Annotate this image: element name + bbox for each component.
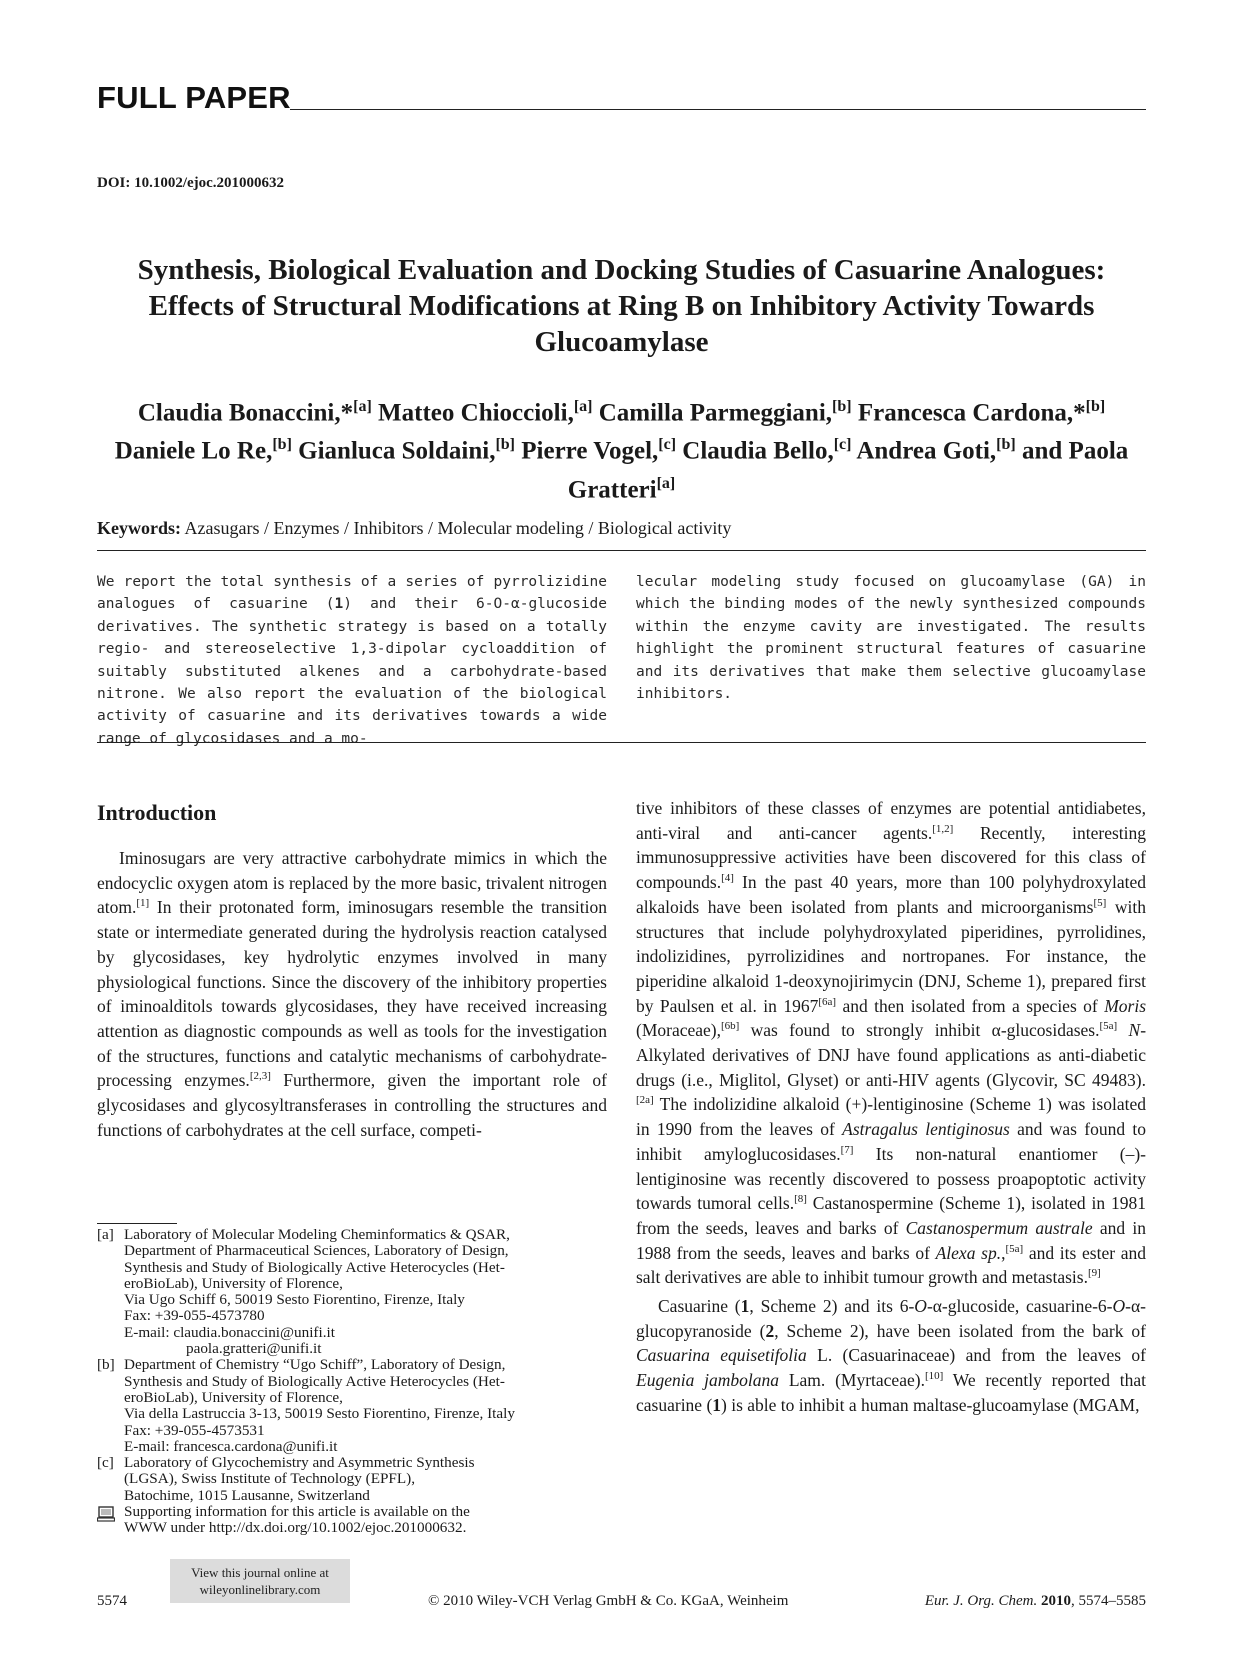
title-line: Effects of Structural Modifications at Ring B on Inhibitory Activity Towards [148,290,1095,322]
title-line: Glucoamylase [534,326,709,358]
italic-term: O [914,1296,927,1317]
author-name: Claudia Bello, [682,437,834,465]
citation-ref[interactable]: [5a] [1099,1020,1118,1033]
italic-term: O [1112,1296,1126,1317]
author-list: Claudia Bonaccini,*[a] Matteo Chioccioli,[a] Camilla Parmeggiani,[b] Francesca Cardona,*[b] Daniele Lo Re,[b] Gianluca Soldaini,[b] Pierre Vogel,[c] Claudia Bello,[c] Andrea Goti,[b] and Paola Gratteri[a] [114,398,1129,503]
citation-ref[interactable]: [7] [840,1144,854,1157]
journal-pages: , 5574–5585 [1071,1593,1146,1609]
affiliation-c [97,1455,607,1504]
citation-ref[interactable]: [1] [136,897,150,910]
keywords [97,518,731,539]
citation-ref[interactable]: [8] [794,1193,807,1206]
affiliation-ref[interactable]: [a] [573,398,593,415]
author-name: Matteo Chioccioli, [378,399,574,427]
introduction-heading: Introduction [97,800,217,825]
author-name: Gianluca Soldaini, [298,437,496,465]
author-name: Claudia Bonaccini,* [137,399,354,427]
journal-name: Eur. J. Org. Chem. [924,1593,1038,1609]
supporting-link[interactable]: WWW under http://dx.doi.org/10.1002/ejoc.201000632. [124,1519,467,1537]
doi-line[interactable]: DOI: 10.1002/ejoc.201000632 [97,175,285,191]
affiliation-ref[interactable]: [b] [272,436,292,454]
author-name: Francesca Cardona,* [857,399,1086,427]
citation-ref[interactable]: [2,3] [249,1070,271,1083]
compound-number: 1 [334,596,344,613]
footnote-line: eroBioLab), University of Florence, [124,1388,343,1406]
copyright-notice: © 2010 Wiley-VCH Verlag GmbH & Co. KGaA, Weinheim [428,1593,789,1609]
footnote-line: eroBioLab), University of Florence, [124,1274,343,1292]
title-line: Synthesis, Biological Evaluation and Docking Studies of Casuarine Analogues: [137,254,1106,286]
affiliation-ref[interactable]: [b] [996,436,1016,454]
affiliation-ref[interactable]: [a] [353,398,372,415]
intro-right-column [636,796,1146,1418]
intro-paragraph: Iminosugars are very attractive carbohydrate mimics in which the endocyclic oxygen atom is replaced by the more basic, trivalent nitrogen atom.[1] In their protonated form, iminosugars resemble the transition state or intermediate generated during the hydrolysis reaction catalysed by glycosidases, key hydrolytic enzymes involved in many physiological functions. Since the discovery of the inhibitory properties of iminoalditols towards glycosidases, they have received increasing attention as diagnostic compounds as well as tools for the investigation of the structures, functions and catalytic mechanisms of carbohydrate-processing enzymes.[2,3] Furthermore, given the important role of glycosidases and glycosyltransferases in controlling the structures and functions of carbohydrates at the cell surface, competi- [97,848,607,1140]
footnote-rule [97,1223,177,1224]
journal-year: 2010 [1041,1593,1071,1609]
keywords-label: Keywords: [97,518,181,538]
compound-number: 1 [712,1394,722,1415]
footnote-mark: [a] [97,1226,114,1243]
header-rule [290,109,1146,110]
footnote-line: Synthesis and Study of Biologically Active Heterocycles (Het- [124,1258,505,1276]
italic-term: Casuarina equisetifolia [636,1345,807,1366]
footnote-line: Laboratory of Glycochemistry and Asymmetric Synthesis [124,1454,475,1472]
footnote-mark: [b] [97,1356,115,1374]
online-journal-box[interactable] [170,1559,350,1603]
author-name: Daniele Lo Re, [114,437,273,465]
citation-ref[interactable]: [6b] [721,1020,740,1033]
section-label: FULL PAPER [97,80,291,115]
italic-term: N [1128,1020,1141,1041]
citation-ref[interactable]: [10] [924,1370,944,1383]
author-name: Andrea Goti, [856,437,997,465]
citation-ref[interactable]: [4] [721,872,734,885]
citation-ref[interactable]: [5] [1093,896,1107,909]
italic-term: Castanospermum australe [905,1217,1093,1238]
affiliation-ref[interactable]: [c] [658,436,677,454]
intro-paragraph: Casuarine (1, Scheme 2) and its 6-O-α-glucoside, casuarine-6-O-α-glucopyranoside (2, Scheme 2), have been isolated from the bark of Casuarina equisetifolia L. (Casuarinaceae) and from the leaves of Eugenia jambolana Lam. (Myrtaceae).[10] We recently reported that casuarine (1) is able to inhibit a human maltase-glucoamylase (MGAM, [636,1296,1147,1415]
email-line[interactable]: paola.gratteri@unifi.it [186,1340,322,1358]
affiliation-ref[interactable]: [b] [832,398,852,415]
citation-ref[interactable]: [2a] [636,1094,654,1107]
supporting-information-note [97,1504,607,1537]
abstract-right-column: lecular modeling study focused on glucoamylase (GA) in which the binding modes of the newly synthesized compounds within the enzyme cavity are investigated. The results highlight the prominent structural features of casuarine and its derivatives that make them selective glucoamylase inhibitors. [636,574,1146,703]
citation-ref[interactable]: [9] [1087,1267,1101,1280]
footnote-line: Fax: +39-055-4573531 [124,1421,265,1439]
affiliation-ref[interactable]: [b] [1085,398,1106,415]
intro-paragraph: tive inhibitors of these classes of enzymes are potential antidiabetes, anti-viral and anti-cancer agents.[1,2] Recently, interesting immunosuppressive activities have been discovered for this class of compounds.[4] In the past 40 years, more than 100 polyhydroxylated alkaloids have been isolated from plants and microorganisms[5] with structures that include polyhydroxylated piperidines, pyrrolidines, indolizidines, pyrrolizidines and nortropanes. For instance, the piperidine alkaloid 1-deoxynojirimycin (DNJ, Scheme 1), prepared first by Paulsen et al. in 1967[6a] and then isolated from a species of Moris (Moraceae),[6b] was found to strongly inhibit α-glucosidases.[5a] N-Alkylated derivatives of DNJ have found applications as anti-diabetic drugs (i.e., Miglitol, Glyset) or anti-HIV agents (Glycovir, SC 49483).[2a] The indolizidine alkaloid (+)-lentiginosine (Scheme 1) was isolated in 1990 from the leaves of Astragalus lentiginosus and was found to inhibit amyloglucosidases.[7] Its non-natural enantiomer (–)-lentiginosine was recently discovered to possess proapoptotic activity towards tumoral cells.[8] Castanospermine (Scheme 1), isolated in 1981 from the seeds, leaves and barks of Castanospermum australe and in 1988 from the seeds, leaves and barks of Alexa sp.,[5a] and its ester and salt derivatives are able to inhibit tumour growth and metastasis.[9] [636,798,1147,1288]
affiliation-ref[interactable]: [b] [495,436,516,454]
affiliation-b [97,1357,607,1455]
author-name: Camilla Parmeggiani, [598,399,833,427]
abstract-rule-bottom [97,742,1146,743]
affiliation-footnotes [97,1227,607,1537]
footnote-mark: [c] [97,1454,114,1472]
compound-number: 1 [740,1296,750,1317]
journal-citation [880,1593,1146,1610]
citation-ref[interactable]: [1,2] [932,822,954,835]
footnote-line: Department of Pharmaceutical Sciences, Laboratory of Design, [124,1242,509,1260]
author-name: Pierre Vogel, [521,437,659,465]
footnote-line: (LGSA), Swiss Institute of Technology (EPFL), [124,1470,416,1488]
email-line[interactable]: E-mail: francesca.cardona@unifi.it [124,1437,338,1455]
footnote-line: Synthesis and Study of Biologically Active Heterocycles (Het- [124,1372,505,1390]
citation-ref[interactable]: [6a] [818,995,837,1008]
online-box-line: wileyonlinelibrary.com [199,1582,321,1597]
citation-ref[interactable]: [5a] [1005,1242,1024,1255]
italic-term: Eugenia jambolana [636,1370,779,1391]
paper-title [97,252,1146,360]
footnote-line: Fax: +39-055-4573780 [124,1307,265,1325]
online-box-line: View this journal online at [191,1565,329,1580]
italic-term: Astragalus lentiginosus [842,1119,1010,1140]
computer-icon [97,1504,124,1537]
affiliation-ref[interactable]: [a] [656,474,676,492]
footnote-line: Supporting information for this article is available on the [124,1503,470,1521]
footnote-line: Via Ugo Schiff 6, 50019 Sesto Fiorentino, Firenze, Italy [124,1291,465,1309]
abstract-rule-top [97,550,1146,551]
footnote-line: Department of Chemistry “Ugo Schiff”, Laboratory of Design, [124,1356,506,1374]
affiliation-a [97,1227,607,1357]
footnote-line: Batochime, 1015 Lausanne, Switzerland [124,1486,370,1504]
author-name: Paola Gratteri [567,437,1129,503]
affiliation-ref[interactable]: [c] [833,436,852,454]
email-line[interactable]: E-mail: claudia.bonaccini@unifi.it [124,1323,335,1341]
page-number: 5574 [97,1593,127,1609]
italic-term: Moris [1104,995,1146,1016]
italic-term: Alexa sp. [935,1242,1002,1263]
intro-left-column [97,846,607,1142]
footnote-line: Laboratory of Molecular Modeling Cheminformatics & QSAR, [124,1226,510,1243]
compound-number: 2 [765,1320,775,1341]
keywords-text: Azasugars / Enzymes / Inhibitors / Molecular modeling / Biological activity [184,518,732,538]
footnote-line: Via della Lastruccia 3-13, 50019 Sesto Fiorentino, Firenze, Italy [124,1405,515,1423]
abstract-left-column: We report the total synthesis of a series of pyrrolizidine analogues of casuarine (1) and their 6-O-α-glucoside derivatives. The synthetic strategy is based on a totally regio- and stereoselective 1,3-dipolar cycloaddition of suitably substituted alkenes and a carbohydrate-based nitrone. We also report the evaluation of the biological activity of casuarine and its derivatives towards a wide range of glycosidases and a mo- [97,574,608,747]
